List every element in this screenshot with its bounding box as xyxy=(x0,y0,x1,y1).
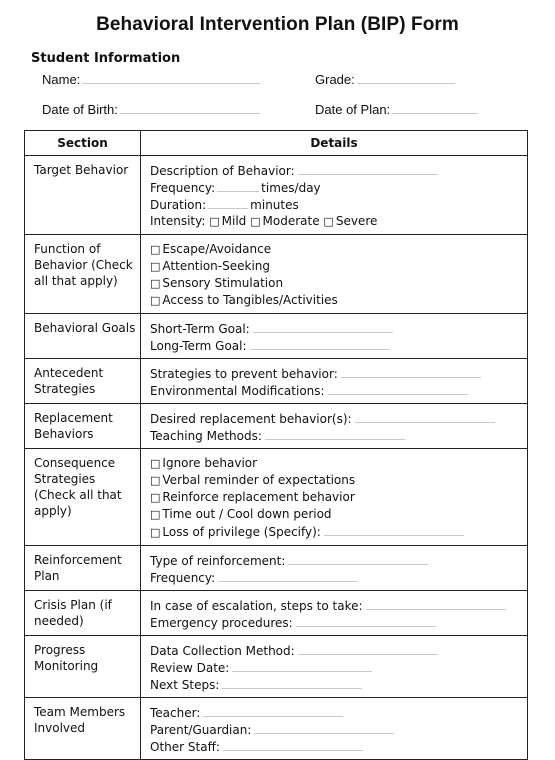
table-row xyxy=(25,235,528,314)
table-row xyxy=(25,156,528,235)
name-input-line[interactable] xyxy=(82,71,260,84)
consequence-option: Reinforce replacement behavior xyxy=(162,490,355,504)
short-term-goal-label: Short-Term Goal: xyxy=(150,322,250,336)
section-target-behavior: Target Behavior xyxy=(25,156,141,235)
emergency-procedures-label: Emergency procedures: xyxy=(150,616,293,630)
table-row xyxy=(25,359,528,404)
duration-label: Duration: xyxy=(150,198,207,212)
details-consequence-strategies xyxy=(141,449,528,546)
section-replacement-behaviors: Replacement Behaviors xyxy=(25,404,141,449)
frequency-label: Frequency: xyxy=(150,181,216,195)
checkbox-icon[interactable]: □ xyxy=(250,215,261,228)
details-progress-monitoring xyxy=(141,636,528,698)
section-reinforcement-plan: Reinforcement Plan xyxy=(25,546,141,591)
review-date-input-line[interactable] xyxy=(232,659,372,672)
emergency-procedures-input-line[interactable] xyxy=(296,614,436,627)
frequency-input-line[interactable] xyxy=(217,179,259,192)
section-consequence-strategies: Consequence Strategies (Check all that apply) xyxy=(25,449,141,546)
reinforcement-frequency-label: Frequency: xyxy=(150,571,216,585)
escalation-steps-label: In case of escalation, steps to take: xyxy=(150,599,363,613)
environmental-modifications-label: Environmental Modifications: xyxy=(150,384,325,398)
environmental-modifications-input-line[interactable] xyxy=(328,382,468,395)
details-function-of-behavior xyxy=(141,235,528,314)
form-title: Behavioral Intervention Plan (BIP) Form xyxy=(96,14,459,35)
intensity-option-moderate: Moderate xyxy=(262,214,320,228)
checkbox-icon[interactable]: □ xyxy=(150,491,161,504)
name-field[interactable] xyxy=(42,71,260,87)
table-row xyxy=(25,546,528,591)
details-replacement-behaviors xyxy=(141,404,528,449)
teaching-methods-label: Teaching Methods: xyxy=(150,429,262,443)
duration-input-line[interactable] xyxy=(208,196,248,209)
details-column-header: Details xyxy=(141,131,528,156)
long-term-goal-label: Long-Term Goal: xyxy=(150,339,247,353)
details-reinforcement-plan xyxy=(141,546,528,591)
function-option: Sensory Stimulation xyxy=(162,276,284,290)
data-collection-method-label: Data Collection Method: xyxy=(150,644,295,658)
checkbox-icon[interactable]: □ xyxy=(150,294,161,307)
other-staff-label: Other Staff: xyxy=(150,740,220,754)
grade-input-line[interactable] xyxy=(357,71,455,84)
description-label: Description of Behavior: xyxy=(150,164,295,178)
parent-guardian-label: Parent/Guardian: xyxy=(150,723,252,737)
prevent-behavior-input-line[interactable] xyxy=(341,365,481,378)
checkbox-icon[interactable]: □ xyxy=(209,215,220,228)
other-staff-input-line[interactable] xyxy=(223,738,363,751)
consequence-option: Time out / Cool down period xyxy=(162,507,332,521)
teacher-label: Teacher: xyxy=(150,706,201,720)
data-collection-method-input-line[interactable] xyxy=(298,642,438,655)
table-row xyxy=(25,591,528,636)
checkbox-icon[interactable]: □ xyxy=(150,474,161,487)
intensity-option-severe: Severe xyxy=(335,214,378,228)
prevent-behavior-label: Strategies to prevent behavior: xyxy=(150,367,338,381)
date-of-plan-input-line[interactable] xyxy=(392,101,478,114)
desired-replacement-input-line[interactable] xyxy=(355,410,495,423)
section-function-of-behavior: Function of Behavior (Check all that apply) xyxy=(25,235,141,314)
checkbox-icon[interactable]: □ xyxy=(150,260,161,273)
table-row xyxy=(25,404,528,449)
consequence-option: Loss of privilege (Specify): xyxy=(162,525,321,539)
table-header-row xyxy=(25,131,528,156)
table-row xyxy=(25,449,528,546)
next-steps-label: Next Steps: xyxy=(150,678,220,692)
grade-label: Grade: xyxy=(315,72,355,87)
section-behavioral-goals: Behavioral Goals xyxy=(25,314,141,359)
name-label: Name: xyxy=(42,72,81,87)
checkbox-icon[interactable]: □ xyxy=(150,526,161,539)
reinforcement-type-input-line[interactable] xyxy=(288,552,428,565)
table-row xyxy=(25,314,528,359)
parent-guardian-input-line[interactable] xyxy=(254,721,394,734)
checkbox-icon[interactable]: □ xyxy=(150,243,161,256)
date-of-plan-field[interactable] xyxy=(315,101,478,117)
desired-replacement-label: Desired replacement behavior(s): xyxy=(150,412,352,426)
bip-table xyxy=(24,130,528,760)
consequence-option: Verbal reminder of expectations xyxy=(162,473,356,487)
reinforcement-type-label: Type of reinforcement: xyxy=(150,554,286,568)
details-target-behavior xyxy=(141,156,528,235)
checkbox-icon[interactable]: □ xyxy=(150,277,161,290)
details-behavioral-goals xyxy=(141,314,528,359)
intensity-option-mild: Mild xyxy=(221,214,247,228)
section-progress-monitoring: Progress Monitoring xyxy=(25,636,141,698)
section-crisis-plan: Crisis Plan (if needed) xyxy=(25,591,141,636)
details-antecedent-strategies xyxy=(141,359,528,404)
next-steps-input-line[interactable] xyxy=(222,676,362,689)
short-term-goal-input-line[interactable] xyxy=(253,320,393,333)
table-row xyxy=(25,636,528,698)
escalation-steps-input-line[interactable] xyxy=(366,597,506,610)
description-input-line[interactable] xyxy=(298,162,438,175)
section-antecedent-strategies: Antecedent Strategies xyxy=(25,359,141,404)
teaching-methods-input-line[interactable] xyxy=(265,427,405,440)
details-team-members xyxy=(141,698,528,760)
long-term-goal-input-line[interactable] xyxy=(250,337,390,350)
checkbox-icon[interactable]: □ xyxy=(150,457,161,470)
details-crisis-plan xyxy=(141,591,528,636)
function-option: Attention-Seeking xyxy=(162,259,271,273)
student-info-heading: Student Information xyxy=(31,51,181,66)
reinforcement-frequency-input-line[interactable] xyxy=(218,569,358,582)
teacher-input-line[interactable] xyxy=(203,704,343,717)
date-of-plan-label: Date of Plan: xyxy=(315,102,391,117)
intensity-label: Intensity: xyxy=(150,214,206,228)
checkbox-icon[interactable]: □ xyxy=(150,508,161,521)
dob-input-line[interactable] xyxy=(120,101,260,114)
dob-label: Date of Birth: xyxy=(42,102,118,117)
function-option: Escape/Avoidance xyxy=(162,242,272,256)
dob-field[interactable] xyxy=(42,101,260,117)
function-option: Access to Tangibles/Activities xyxy=(162,293,338,307)
section-team-members: Team Members Involved xyxy=(25,698,141,760)
checkbox-icon[interactable]: □ xyxy=(323,215,334,228)
review-date-label: Review Date: xyxy=(150,661,230,675)
section-column-header: Section xyxy=(25,131,141,156)
table-row xyxy=(25,698,528,760)
frequency-unit: times/day xyxy=(261,181,321,195)
consequence-option: Ignore behavior xyxy=(162,456,258,470)
loss-of-privilege-input-line[interactable] xyxy=(324,523,464,536)
duration-unit: minutes xyxy=(250,198,299,212)
grade-field[interactable] xyxy=(315,71,455,87)
